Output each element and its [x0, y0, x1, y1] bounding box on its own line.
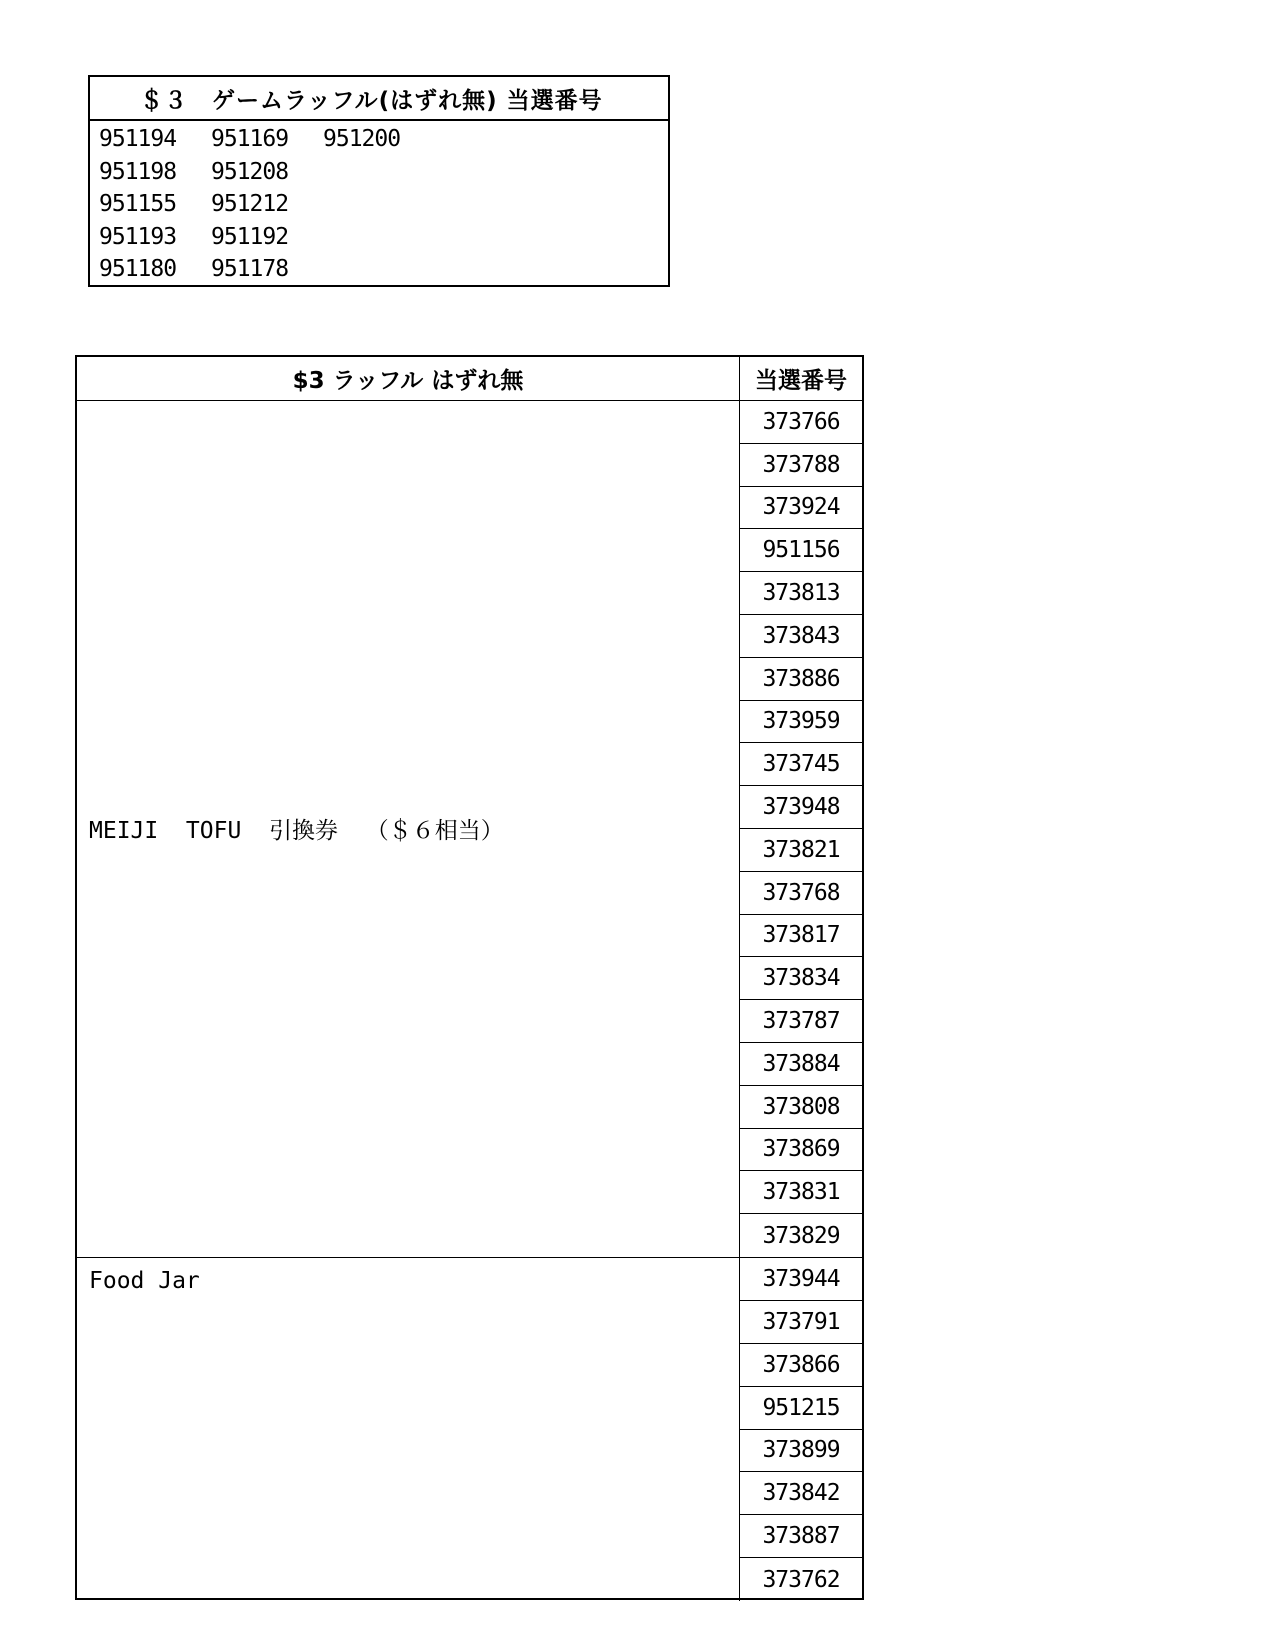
- winning-number: 951208: [211, 158, 289, 185]
- game-raffle-rows: [90, 121, 668, 286]
- raffle-prize-body: [77, 401, 862, 1601]
- winning-number-cell: 373813: [740, 572, 862, 615]
- game-raffle-amount: ＄３: [140, 87, 188, 114]
- winning-number-cell: 373869: [740, 1129, 862, 1172]
- game-raffle-title: ゲームラッフル(はずれ無) 当選番号: [212, 87, 603, 114]
- winning-number-cell: 373808: [740, 1086, 862, 1129]
- winning-number-cell: 373791: [740, 1301, 862, 1344]
- winning-number: 951212: [211, 191, 289, 218]
- winning-number-cell: 373766: [740, 401, 862, 444]
- winning-number-cell: 373899: [740, 1430, 862, 1473]
- winning-number-cell: 373944: [740, 1258, 862, 1301]
- winning-number: 951178: [211, 256, 289, 283]
- prize-column-header: $3 ラッフル はずれ無: [77, 357, 740, 400]
- winning-number-cell: 373745: [740, 743, 862, 786]
- winning-number-cell: 373817: [740, 915, 862, 958]
- winning-number-cell: 373834: [740, 957, 862, 1000]
- table-row: [90, 221, 668, 254]
- winning-number-cell: 373787: [740, 1000, 862, 1043]
- prize-label: MEIJI TOFU 引換券 （＄６相当）: [77, 401, 740, 1257]
- winning-number-cell: 373948: [740, 786, 862, 829]
- winning-number-cell: 373768: [740, 872, 862, 915]
- winning-number-cell: 373886: [740, 658, 862, 701]
- winning-number: 951155: [99, 191, 177, 218]
- winning-number-cell: 951215: [740, 1387, 862, 1430]
- winning-number-cell: 373821: [740, 829, 862, 872]
- table-row: [90, 253, 668, 286]
- raffle-prize-header: [77, 357, 862, 401]
- winning-number-list: [740, 401, 862, 1257]
- winning-number: 951194: [99, 126, 177, 153]
- winning-number-cell: 951156: [740, 529, 862, 572]
- winning-number-list: [740, 1258, 862, 1601]
- prize-label: Food Jar: [77, 1258, 740, 1601]
- winning-number: 951198: [99, 158, 177, 185]
- winning-number-cell: 373843: [740, 615, 862, 658]
- winning-number-cell: 373762: [762, 1566, 840, 1593]
- winning-number-cell: 373884: [740, 1043, 862, 1086]
- table-row: [90, 156, 668, 189]
- game-raffle-table: [88, 75, 670, 287]
- winning-number-cell: 373842: [740, 1472, 862, 1515]
- table-row: [90, 123, 668, 156]
- game-raffle-header: [90, 77, 668, 121]
- winning-number: 951169: [211, 126, 289, 153]
- winning-number: 951193: [99, 223, 177, 250]
- winning-number-column-header: 当選番号: [755, 368, 847, 394]
- winning-number-cell: 373788: [740, 444, 862, 487]
- winning-number-cell: 373831: [740, 1171, 862, 1214]
- prize-group-meiji-tofu: [77, 401, 862, 1258]
- prize-group-food-jar: [77, 1258, 862, 1601]
- raffle-prize-table: [75, 355, 864, 1600]
- winning-number: 951200: [323, 126, 401, 153]
- winning-number: 951192: [211, 223, 289, 250]
- winning-number-cell: 373887: [740, 1515, 862, 1558]
- winning-number-cell: 373829: [762, 1222, 840, 1249]
- winning-number-cell: 373866: [740, 1344, 862, 1387]
- winning-number: 951180: [99, 256, 177, 283]
- winning-number-cell: 373959: [740, 701, 862, 744]
- table-row: [90, 188, 668, 221]
- winning-number-cell: 373924: [740, 487, 862, 530]
